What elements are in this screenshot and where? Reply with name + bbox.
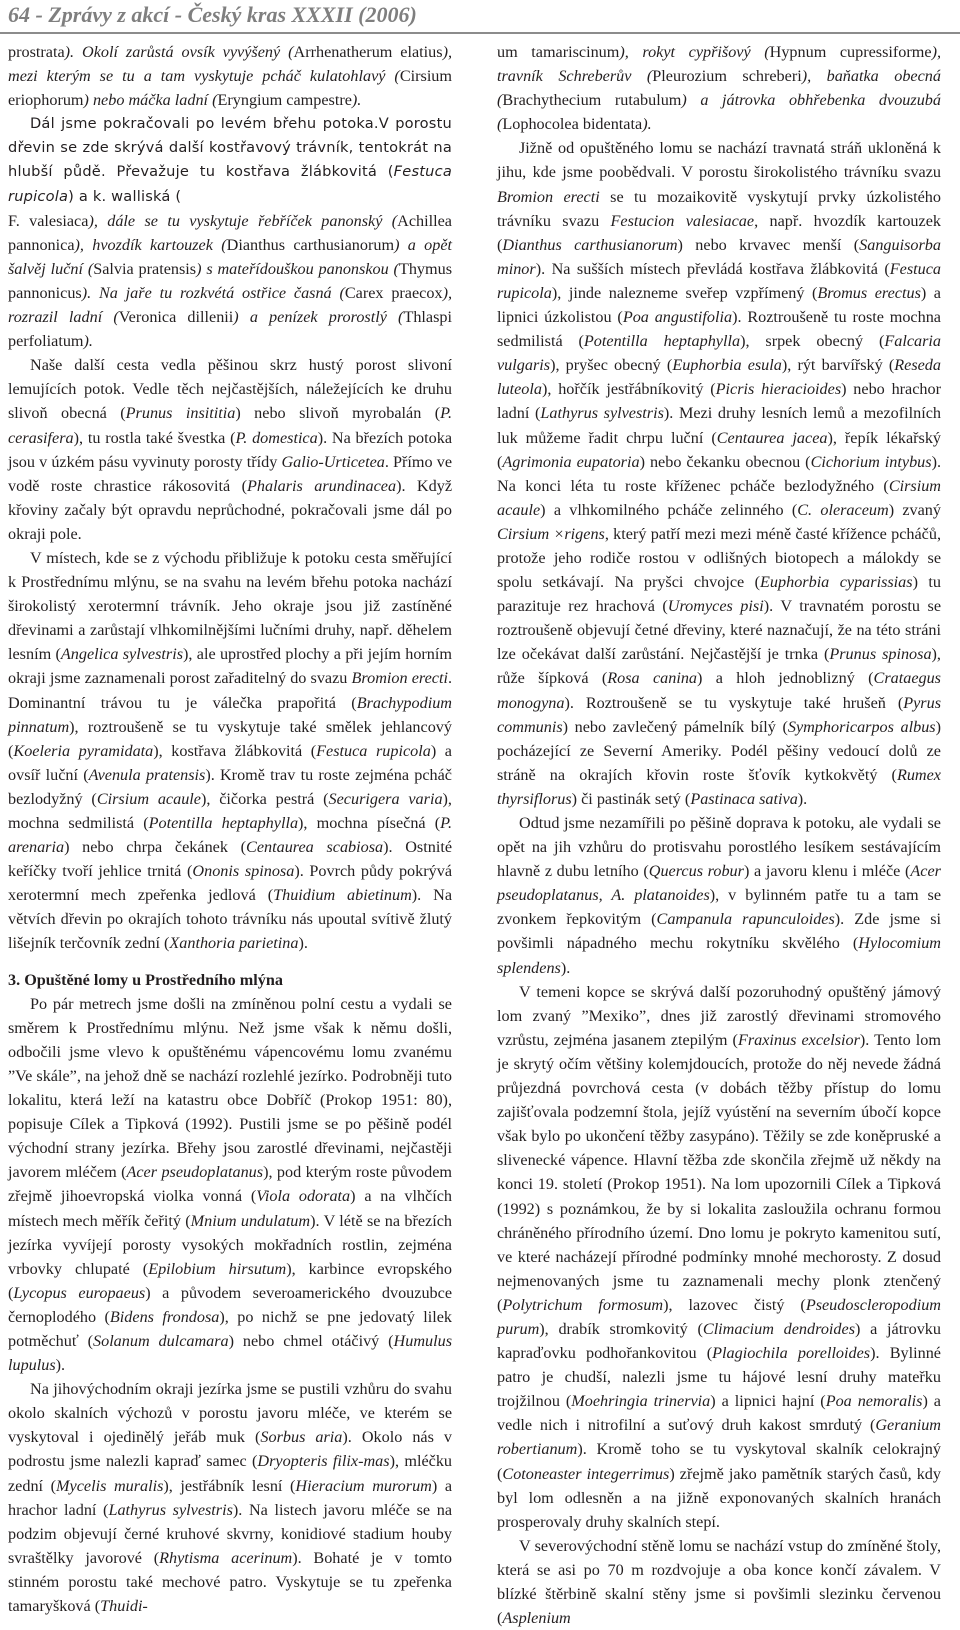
text-run: Dianthus carthusianorum: [226, 235, 395, 254]
italic-term: Prunus insititia: [125, 404, 236, 423]
italic-term: Euphorbia cyparissias: [760, 573, 913, 592]
italic-term: Centaurea jacea: [716, 428, 828, 447]
italic-term: Uromyces pisi: [667, 597, 764, 616]
italic-term: Fraxinus excelsior: [737, 1030, 860, 1049]
italic-term: Cirsium acaule: [96, 789, 201, 808]
right-column: [497, 40, 942, 1628]
text-run: Pleurozium schreberi: [652, 67, 802, 86]
italic-term: Dryopteris filix-mas: [257, 1452, 390, 1471]
italic-term: Avenula pratensis: [88, 765, 206, 784]
italic-term: Prunus spinosa: [829, 645, 932, 664]
text-run: ) nebo hrachor ladní (: [497, 380, 941, 423]
text-run: Achillea pannonica: [8, 211, 452, 254]
italic-term: Xanthoria parietina: [169, 934, 299, 953]
text-run: ), mléčku zední (: [8, 1452, 453, 1495]
italic-term: ).: [351, 91, 362, 110]
italic-term: Lathyrus sylvestris: [540, 404, 664, 423]
italic-term: Angelica sylvestris: [60, 645, 183, 664]
text-run: ) a lipnici úzkolistou (: [497, 283, 941, 327]
italic-term: Cirsium acaule: [497, 476, 941, 519]
text-run: ), růže šípková (: [497, 645, 941, 688]
italic-term: Festucion valesiacae: [610, 211, 755, 230]
paragraph: [497, 1534, 941, 1630]
text-run: ) a vlhkomilného pcháče zelinného (: [540, 500, 798, 519]
text-run: ), řepík lékařský (: [497, 428, 942, 471]
italic-term: Pyrus communis: [497, 693, 941, 736]
italic-term: Viola odorata: [256, 1187, 351, 1206]
text-run: . Dominantní trávou tu je válečka prapořitá (: [8, 669, 452, 712]
header-rule: [0, 32, 960, 34]
text-run: ). Tento lom je skrytý očím většiny kolemjdoucích, protože do něj nevede žádná průjezdná povrchová cesta (v dobách těžby přístup do lomu zajišťovala podzemní štola, jejíž vyústění na severním úbočí kopce však bylo po ukončení těžby zasypáno). Těžily se zde koněpruské a slivenecké vápence. Hlavní těžba zde skončila zřejmě už někdy na konci 19. století (Prokop 1951). Na lom upozornili Cílek a Tipková (1992) s poznámkou, že by si lokalita zasloužila ochranu formou chráněného přírodního území. Dno lomu je pokryto kamenitou sutí, ve které nacházejí přírodné podmínky mnohé mechorosty. Z dosud nejmenovaných jsme tu zaznamenali mechy plonk ztenčený (: [497, 1030, 941, 1314]
italic-term: Campanula rapunculoides: [656, 910, 835, 929]
text-run: Naše další cesta vedla pěšinou skrz hustý porost slivoní lemujících potok. Vedle těch nejčastějších, náležejících ke druhu slivoň obecná (: [8, 356, 452, 423]
italic-term: ), travník Schreberův (: [497, 43, 941, 86]
italic-term: Lycopus europaeus: [13, 1283, 146, 1302]
text-run: ). Na březích potoka jsou v úzkém pásu vyvinuty porosty třídy: [8, 428, 453, 471]
italic-term: Falcaria vulgaris: [497, 332, 942, 375]
text-run: Odtud jsme nezamířili po pěšině doprava k potoku, ale vydali se opět na jih vzhůru do protisvahu porostlého lesíkem sestávajícím hlavně z dubu letního (: [497, 814, 941, 881]
text-run: Arrhenatherum elatius: [293, 43, 443, 61]
italic-term: Euphorbia esula: [672, 356, 782, 375]
text-run: Thymus pannonicus: [8, 259, 453, 302]
italic-term: Asplenium: [502, 1609, 571, 1628]
text-run: , který patří mezi mezi méně časté křížence pcháčů, protože jeho rodiče rostou v odlišných biotopech a málokdy se spolu setkávají. Na pryšci chvojce (: [497, 524, 941, 592]
text-run: Veronica dillenii: [118, 308, 234, 327]
paragraph: [497, 40, 941, 136]
text-run: ). Ostnité keříčky tvoří jehlice trnitá (: [8, 838, 453, 881]
text-run: ), tu rostla také švestka (: [73, 428, 236, 447]
text-run: ). Bohaté je v tomto stinném porostu také mechové patro. Vyskytuje se tu zpeřenka tamaryšková (: [8, 1548, 452, 1615]
italic-term: P. domestica: [235, 428, 318, 447]
text-run: ). Bylinné patro je chudší, nalezli jsme tu hájové lesní druhy mateřku trojžilnou (: [497, 1344, 941, 1411]
italic-term: Reseda luteola: [497, 356, 941, 399]
italic-term: ), mezi kterým se tu a tam vyskytuje pcháč kulatohlavý (: [8, 43, 452, 86]
text-run: ) pocházející ze Severní Ameriky. Podél pěšiny vedoucí dolů ze stráně na okrajích křovin roste šťovík kytkokvětý (: [497, 717, 941, 784]
text-run: ) a lipnici hajní (: [710, 1392, 826, 1411]
text-run: ) a játrovku kapraďovku podhořankovitou (: [497, 1319, 941, 1363]
text-run: ), hořčík jestřábníkovitý (: [541, 380, 716, 399]
italic-term: ) s mateřídouškou panonskou (: [196, 259, 399, 278]
italic-term: Thuidi-: [100, 1597, 148, 1615]
italic-term: Lathyrus sylvestris: [108, 1500, 233, 1519]
text-run: ), drabík stromkovitý (: [539, 1319, 703, 1338]
italic-term: Centaurea scabiosa: [246, 838, 384, 857]
text-run: ).: [298, 934, 308, 953]
text-run: V místech, kde se z východu přibližuje k potoku cesta směřující k Prostřednímu mlýnu, se na svahu na levém břehu potoka nachází širokolistý xerotermní trávník. Jeho okraje jsou již zastíněné dřevinami a zarůstají vlhkomilnějšími lučními druhy, např. děhelem lesním (: [8, 548, 452, 664]
text-run: ) a hloh jednoblizný (: [697, 669, 874, 688]
text-run: ). Roztroušeně tu roste mochna sedmilistá (: [497, 308, 941, 351]
text-run: ) nebo čekanku obecnou (: [639, 452, 811, 471]
italic-term: Epilobium hirsutum: [148, 1259, 287, 1278]
italic-term: ).: [83, 332, 93, 351]
text-run: , např. hvozdík kartouzek (: [497, 211, 941, 254]
italic-term: Bromus erectus: [817, 283, 921, 302]
text-run: ) a vedle nich i nitrofilní a suťový druh kakost smrdutý (: [497, 1392, 941, 1435]
italic-term: Hylocomium splendens: [497, 934, 941, 977]
header-title: 64 - Zprávy z akcí - Český kras XXXII (2006): [8, 2, 417, 27]
italic-term: Humulus lupulus: [8, 1331, 452, 1375]
italic-term: Plagiochila porelloides: [712, 1344, 871, 1363]
text-run: ), po nichž se pne jedovatý lilek potměchuť (: [8, 1307, 452, 1350]
text-run: ) a javoru klenu i mléče (: [743, 862, 911, 881]
italic-term: Thuidium abietinum: [273, 886, 412, 905]
text-run: ), lazovec čistý (: [663, 1295, 806, 1314]
italic-term: ), rokyt cypřišový (: [619, 43, 770, 61]
italic-term: ).: [642, 115, 652, 134]
italic-term: Geranium robertianum: [497, 1416, 941, 1459]
text-run: Hypnum cupressiforme: [769, 43, 932, 61]
text-run: Na jihovýchodním okraji jezírka jsme se pustili vzhůru do svahu okolo skalních výchozů v porostu javoru mléče, ve kterém se vyskytoval i ojedinělý jeřáb muk (: [8, 1380, 452, 1447]
text-run: ). Na konci léta tu roste kříženec pcháče bezlodyžného (: [497, 452, 941, 495]
italic-term: Poa angustifolia: [622, 308, 733, 327]
text-run: ). Kromě toho se tu vyskytoval skalník celokrajný (: [497, 1440, 941, 1483]
italic-term: Agrimonia eupatoria: [502, 452, 640, 471]
italic-term: Rosa canina: [607, 669, 698, 688]
text-run: Jižně od opuštěného lomu se nachází travnatá stráň ukloněná k jihu, kde jsme poobědvali. V porostu širokolistého trávníku svazu: [497, 139, 941, 182]
italic-term: Hieracium murorum: [295, 1476, 432, 1495]
paragraph: [497, 811, 941, 980]
text-run: um tamariscinum: [497, 43, 620, 61]
italic-term: Picris hieracioides: [715, 380, 842, 399]
text-run: ). Kromě trav tu roste zejména pcháč bezlodyžný (: [8, 765, 452, 808]
italic-term: Koeleria pyramidata: [13, 741, 154, 760]
text-run: ) nebo zavlečený pámelník bílý (: [562, 717, 788, 736]
text-run: ). Když křoviny začaly být opravdu neprůchodné, pokračovali jsme dál po okraji pole.: [8, 476, 452, 543]
text-run: ).: [560, 958, 571, 977]
italic-term: Dianthus carthusianorum: [502, 235, 678, 254]
left-column: [8, 40, 453, 1615]
text-run: ), kostřava žlábkovitá (: [153, 741, 317, 760]
italic-term: Pastinaca sativa: [690, 789, 798, 808]
text-run: Eryngium campestre: [217, 91, 352, 110]
paragraph: [8, 546, 452, 956]
text-run: Thlaspi perfoliatum: [8, 308, 452, 351]
italic-term: ), baňatka obecná (: [497, 67, 941, 110]
text-run: F. valesiaca: [8, 211, 89, 230]
italic-term: Symphoricarpos albus: [787, 717, 936, 736]
italic-term: ), hvozdík kartouzek (: [74, 235, 227, 254]
text-run: Cirsium eriophorum: [8, 67, 452, 110]
italic-term: Moehringia trinervia: [571, 1392, 711, 1411]
italic-term: ). Okolí zarůstá ovsík vyvýšený (: [64, 43, 294, 61]
text-run: ) a k. walliská (: [68, 187, 182, 205]
italic-term: Galio-Urticetea: [281, 452, 385, 471]
paragraph: [8, 40, 452, 112]
italic-term: Phalaris arundinacea: [247, 476, 397, 495]
text-run: ), v bylinném patře tu a tam se zvonkem řepkovitým (: [497, 886, 941, 929]
text-run: Brachythecium rutabulum: [502, 91, 682, 110]
italic-term: Mycelis muralis: [56, 1476, 164, 1495]
text-run: V temeni kopce se skrývá další pozoruhodný opuštěný jámový lom zvaný ”Mexiko”, dnes již zarostlý dřevinami stromového vzrůstu, zejména jasanem ztepilým (: [497, 982, 941, 1049]
text-run: ) tu parazituje rez hrachová (: [497, 573, 942, 616]
text-run: ) zvaný: [888, 500, 941, 519]
paragraph: [8, 992, 452, 1378]
italic-term: Festuca rupicola: [497, 259, 941, 302]
text-run: ) a na vlhčích místech mech měřík čeřitý (: [8, 1187, 453, 1230]
italic-term: Acer pseudoplatanus: [126, 1163, 264, 1182]
italic-term: Rumex thyrsiflorus: [497, 765, 941, 808]
text-run: ), jinde nalezneme sveřep vzpřímený (: [551, 283, 818, 302]
italic-term: Pseudoscleropodium purum: [497, 1295, 941, 1338]
italic-term: Ononis spinosa: [192, 862, 295, 881]
text-run: ) nebo chrpa čekánek (: [64, 838, 247, 857]
text-run: Lophocolea bidentata: [502, 115, 643, 134]
paragraph: [497, 136, 941, 811]
text-run: ) nebo krvavec menší (: [677, 235, 860, 254]
text-run: ) či pastinák setý (: [571, 789, 691, 808]
italic-term: Cichorium intybus: [810, 452, 932, 471]
italic-term: Cirsium ×rigens: [497, 524, 605, 543]
italic-term: C. oleraceum: [797, 500, 889, 519]
text-run: Po pár metrech jsme došli na zmíněnou polní cestu a vydali se směrem k Prostřednímu mlýnu. Než jsme však k němu došli, odbočili jsme vlevo k opuštěnému vápencovému lomu zvanému ”Ve skále”, na jehož dně se nachází rozlehlé jezírko. Podrobněji tuto lokalitu, která leží na katastru obce Dobříč (Prokop 1951: 80), popisuje Cílek a Tipková (1992). Pustili jsme se po pěšině podél východní strany jezírka. Břehy jsou zarostlé dřevinami, nejčastěji javorem mléčem (: [8, 994, 452, 1182]
text-run: ).: [797, 789, 808, 808]
italic-term: Potentilla heptaphylla: [148, 814, 299, 832]
text-run: ), roztroušeně se tu vyskytuje také smělek jehlancový (: [8, 717, 452, 760]
italic-term: Poa nemoralis: [825, 1392, 923, 1411]
text-run: ), pod kterým roste původem zřejmě jihoevropská violka vonná (: [8, 1163, 452, 1206]
italic-term: Potentilla heptaphylla: [583, 332, 741, 351]
text-run: ), jestřábník lesní (: [163, 1476, 296, 1495]
text-run: ). Na listech javoru mléče se na podzim objevují černé kruhové skvrny, konidiové stadium houby svraštělky javorové (: [8, 1500, 453, 1567]
italic-term: Cotoneaster integerrimus: [502, 1464, 670, 1483]
text-run: ). Mezi druhy lesních lemů a mezofilních luk můžeme řadit chrpu luční (: [497, 404, 941, 447]
text-run: ), mochna písečná (: [298, 814, 441, 832]
italic-term: Securigera varia: [328, 789, 443, 808]
italic-term: ), dále se tu vyskytuje řebříček panonský (: [88, 211, 398, 230]
paragraph: [8, 209, 452, 354]
text-run: ) a hrachor ladní (: [8, 1476, 453, 1519]
italic-term: Festuca rupicola: [8, 163, 452, 205]
paragraph: [8, 353, 452, 546]
text-run: ), pryšec obecný (: [550, 356, 673, 375]
section-heading: 3. Opuštěné lomy u Prostředního mlýna: [8, 970, 283, 989]
italic-term: ) a penízek prorostlý (: [233, 308, 404, 327]
text-run: ), ale uprostřed plochy a při jejím horním okraji jsme zaznamenali porost zařaditelný do svazu: [8, 645, 452, 688]
italic-term: ) a opět šalvěj luční (: [8, 235, 452, 278]
text-run: . Přímo ve vodě roste chrastice rákosovitá (: [8, 452, 453, 495]
italic-term: Bidens frondosa: [109, 1307, 220, 1326]
text-run: ) zřejmě jako pamětník starých časů, kdy byl lom odlesněn a na jižně exponovaných skalních hranách prosperovaly druhy skalních stepí.: [497, 1464, 941, 1531]
paragraph: [497, 980, 941, 1534]
italic-term: Bromion erecti: [497, 187, 600, 206]
italic-term: P. cerasifera: [8, 404, 452, 447]
text-run: Salvia pratensis: [93, 259, 197, 278]
text-run: ). Na sušších místech převládá kostřava žlábkovitá (: [535, 259, 890, 278]
text-run: ). Okolo nás v podrostu jsme nalezli kapraď samec (: [8, 1428, 453, 1471]
text-run: ). Roztroušeně se tu vyskytuje také hrušeň (: [564, 693, 904, 712]
running-header: [0, 0, 960, 34]
text-run: V severovýchodní stěně lomu se nachází vstup do zmíněné štoly, která se asi po 70 m rozdvojuje a oba konce končí závalem. V blízké štěrbině skalní stěny jsme si povšimli slezinku červenou (: [497, 1536, 941, 1628]
italic-term: ) nebo máčka ladní (: [83, 91, 218, 110]
text-run: ), čičorka pestrá (: [200, 789, 329, 808]
text-run: ), mochna sedmilistá (: [8, 789, 452, 832]
italic-term: Quercus robur: [648, 862, 744, 881]
text-run: ) nebo chmel otáčivý (: [228, 1331, 394, 1350]
text-run: ) a původem severoamerického dvouzubce černoplodého (: [8, 1283, 453, 1326]
italic-term: Mnium undulatum: [190, 1211, 311, 1230]
text-run: ). Zde jsme si povšimli nápadného mechu rokytníku skvělého (: [497, 910, 941, 953]
italic-term: Festuca rupicola: [316, 741, 431, 760]
text-run: ), karbince evropského (: [8, 1259, 452, 1302]
text-run: ). V létě se na březích jezírka vyvíjejí porosty vysokých mokřadních rostlin, zejména vrbovky chlupaté (: [8, 1211, 452, 1278]
paragraph: [8, 112, 452, 208]
italic-term: ), rozrazil ladní (: [8, 283, 452, 327]
italic-term: Bromion erecti: [351, 669, 448, 688]
italic-term: ) a játrovka obhřebenka dvouzubá (: [497, 91, 941, 134]
text-run: ) a ovsíř luční (: [8, 741, 452, 784]
text-run: ) nebo slivoň myrobalán (: [235, 404, 441, 423]
italic-term: Climacium dendroides: [702, 1319, 855, 1338]
italic-term: P. arenaria: [8, 814, 453, 857]
italic-term: Polytrichum formosum: [502, 1295, 664, 1314]
text-run: ). V travnatém porostu se roztroušeně objevují četné dřeviny, které naznačují, že na této stráni lze očekávat další zarůstání. Nejčastější je trnka (: [497, 597, 942, 664]
text-run: ), srpek obecný (: [740, 332, 885, 351]
text-run: prostrata: [8, 43, 65, 61]
text-run: ). Povrch půdy pokrývá xerotermní mech zpeřenka jedlová (: [8, 862, 453, 905]
text-run: ), rýt barvířský (: [781, 356, 895, 375]
italic-term: Solanum dulcamara: [93, 1331, 229, 1350]
italic-term: Sorbus aria: [260, 1428, 343, 1447]
italic-term: Brachypodium pinnatum: [8, 693, 452, 736]
italic-term: Acer pseudoplatanus, A. platanoides: [497, 862, 941, 905]
text-run: ). Na větvích dřevin po okrajích tohoto trávníku nás upoutal svítivě žlutý lišejník terčovník zední (: [8, 886, 452, 953]
text-run: Carex praecox: [344, 283, 443, 302]
text-run: se tu mozaikovitě vyskytují prvky úzkolistého trávníku svazu: [497, 187, 941, 230]
italic-term: Sanguisorba minor: [497, 235, 941, 278]
italic-term: ). Na jaře tu rozkvétá ostřice časná (: [81, 283, 345, 302]
text-run: Dál jsme pokračovali po levém břehu potoka.V porostu dřevin se zde skrývá další kostřavový trávník, tentokrát na hlubší půdě. Převažuje tu kostřava žlábkovitá (: [8, 115, 452, 181]
paragraph: [8, 1377, 452, 1618]
italic-term: Crataegus monogyna: [497, 669, 941, 712]
text-run: ).: [55, 1356, 66, 1375]
italic-term: Rhytisma acerinum: [159, 1548, 293, 1567]
